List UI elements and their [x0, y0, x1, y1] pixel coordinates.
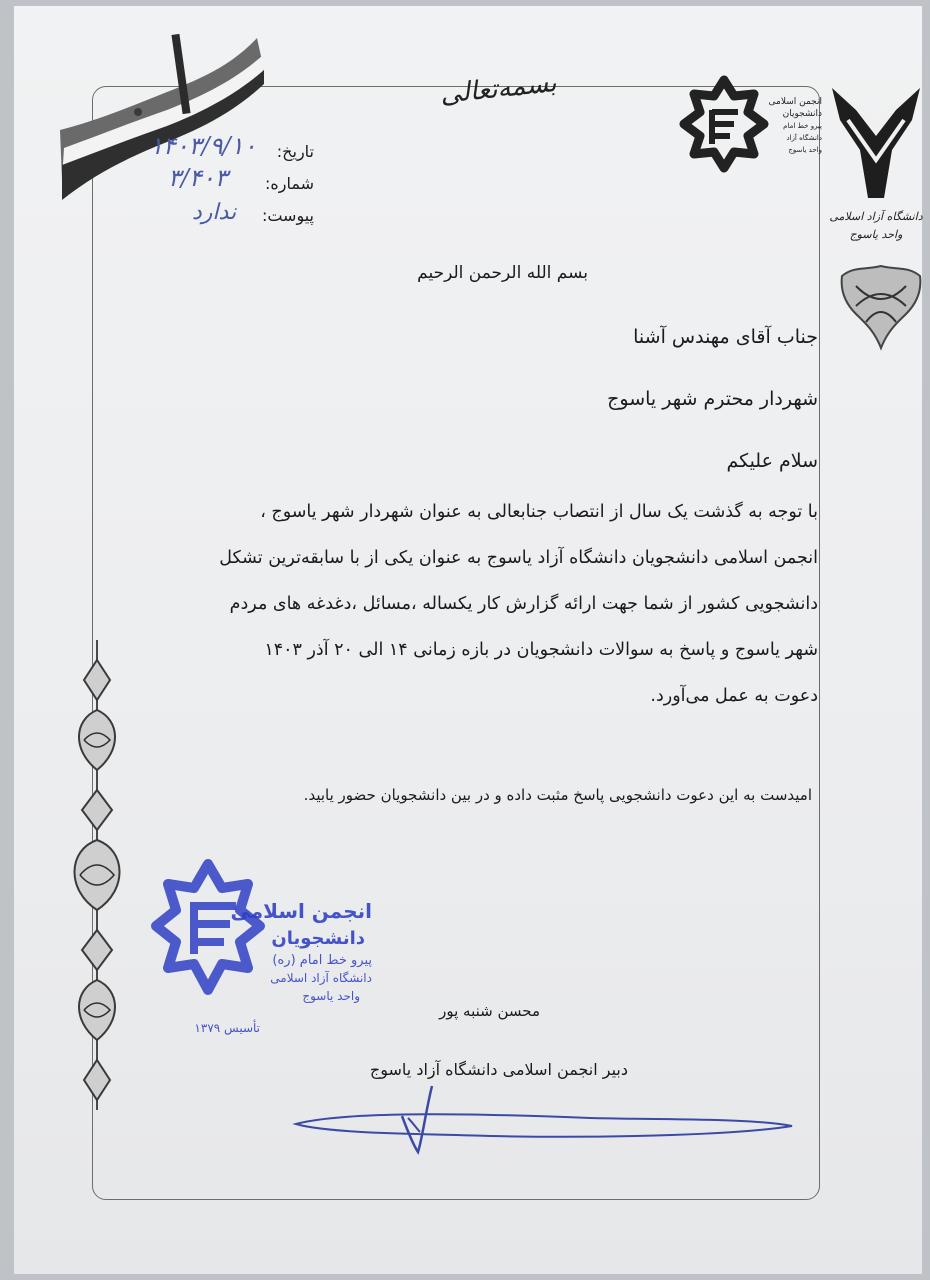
date-label: تاریخ: [276, 142, 314, 161]
stamp-line-1: انجمن اسلامی [230, 899, 372, 923]
left-vertical-ornament [62, 640, 132, 1110]
stamp-line-5: واحد یاسوج [302, 989, 360, 1003]
recipient-name: جناب آقای مهندس آشنا [633, 326, 818, 348]
svg-text:واحد یاسوج: واحد یاسوج [788, 146, 822, 154]
svg-text:دانشگاه آزاد: دانشگاه آزاد [786, 134, 822, 142]
signatory-position: دبیر انجمن اسلامی دانشگاه آزاد یاسوج [369, 1060, 628, 1079]
attachment-value: ندارد [192, 200, 237, 225]
body-line-2: انجمن اسلامی دانشجویان دانشگاه آزاد یاسوج به عنوان یکی از با سابقه‌ترین تشکل [219, 548, 818, 568]
body-line-4: شهر یاسوج و پاسخ به سوالات دانشجویان در بازه زمانی ۱۴ الی ۲۰ آذر ۱۴۰۳ [264, 640, 818, 660]
university-logo [826, 80, 926, 250]
greeting: سلام علیکم [726, 450, 818, 472]
handwritten-signature [290, 1080, 800, 1160]
number-label: شماره: [264, 174, 314, 193]
iran-flag-ornament [52, 30, 267, 210]
stamp-line-3: پیرو خط امام (ره) [272, 953, 372, 968]
body-line-1: با توجه به گذشت یک سال از انتصاب جنابعالی به عنوان شهردار شهر یاسوج ، [260, 502, 818, 522]
svg-text:دانشگاه آزاد اسلامی: دانشگاه آزاد اسلامی [829, 210, 923, 223]
svg-text:انجمن اسلامی: انجمن اسلامی [768, 97, 822, 107]
association-logo [672, 76, 827, 191]
signatory-name: محسن شنبه پور [439, 1002, 540, 1020]
basmala: بسم الله الرحمن الرحیم [417, 263, 588, 283]
invocation-heading: بسمه‌تعالی [438, 67, 558, 111]
attachment-label: پیوست: [261, 206, 314, 225]
body-line-5: دعوت به عمل می‌آورد. [650, 686, 818, 706]
closing-line: امیدست به این دعوت دانشجویی پاسخ مثبت داده و در بین دانشجویان حضور یابید. [303, 786, 812, 804]
date-value: ۱۴۰۳/۹/۱۰ [150, 132, 257, 160]
right-arabesque-ornament [836, 262, 926, 352]
stamp-line-2: دانشجویان [271, 928, 365, 949]
svg-text:پیرو خط امام: پیرو خط امام [783, 122, 822, 130]
recipient-title: شهردار محترم شهر یاسوج [607, 388, 818, 410]
stamp-line-4: دانشگاه آزاد اسلامی [270, 971, 372, 985]
svg-text:دانشجویان: دانشجویان [782, 109, 822, 119]
body-line-3: دانشجویی کشور از شما جهت ارائه گزارش کار یکساله ،مسائل ،دغدغه های مردم [229, 594, 818, 614]
stamp-founded: تأسیس ۱۳۷۹ [194, 1021, 260, 1035]
number-value: ۳/۴۰۳ [168, 164, 228, 192]
association-stamp [150, 858, 380, 1038]
svg-text:واحد یاسوج: واحد یاسوج [849, 228, 903, 241]
